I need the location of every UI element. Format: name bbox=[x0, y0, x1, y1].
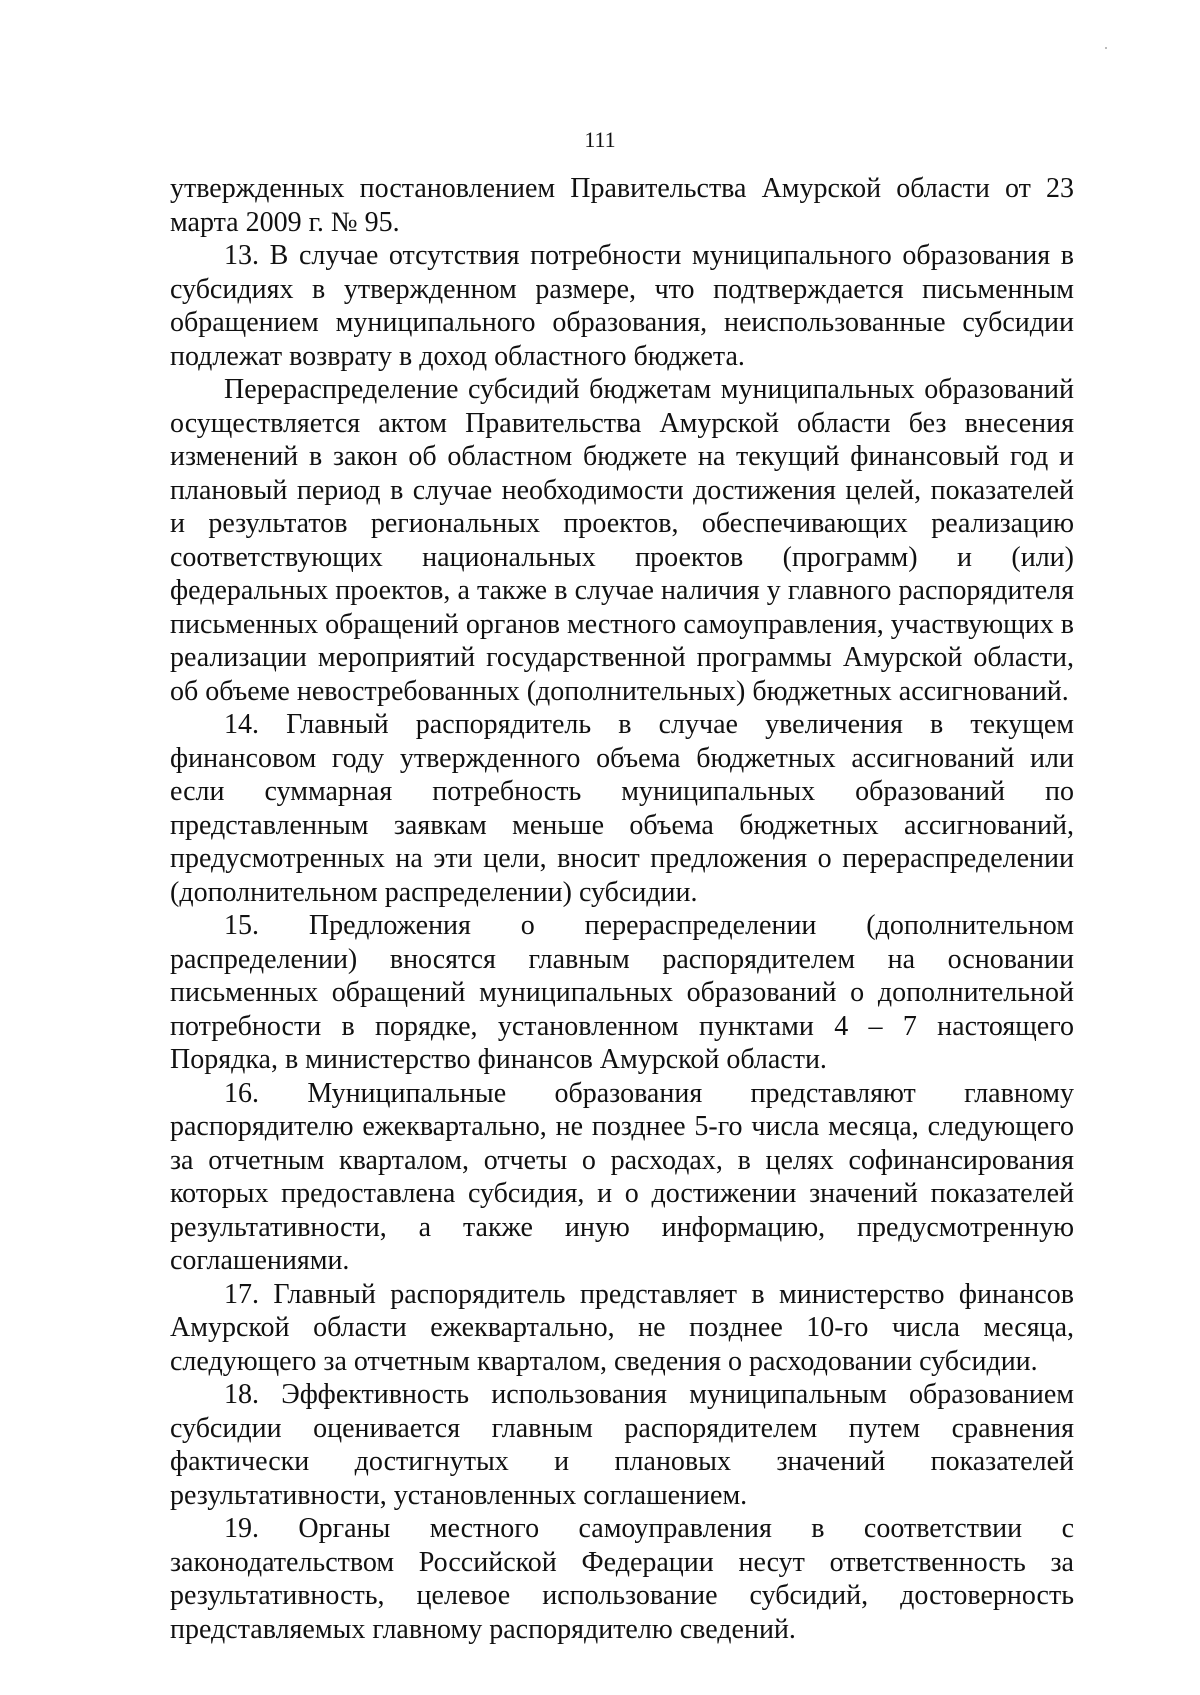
paragraph-redistribution: Перераспределение субсидий бюджетам муниципальных образований осуществляется актом Правительства Амурской области без внесения изменений в закон об областном бюджете на текущий финансовый год и плановый период в случае необходимости достижения целей, показателей и результатов региональных проектов, обеспечивающих реализацию соответствующих национальных проектов (программ) и (или) федеральных проектов, а также в случае наличия у главного распорядителя письменных обращений органов местного самоуправления, участвующих в реализации мероприятий государственной программы Амурской области, об объеме невостребованных (дополнительных) бюджетных ассигнований. bbox=[170, 374, 1074, 707]
paragraph-16: 16. Муниципальные образования представляют главному распорядителю ежеквартально, не позднее 5-го числа месяца, следующего за отчетным кварталом, отчеты о расходах, в целях софинансирования которых предоставлена субсидия, и о достижении значений показателей результативности, а также иную информацию, предусмотренную соглашениями. bbox=[170, 1077, 1074, 1276]
paragraph-17: 17. Главный распорядитель представляет в министерство финансов Амурской области ежеквартально, не позднее 10-го числа месяца, следующего за отчетным кварталом, сведения о расходовании субсидии. bbox=[170, 1278, 1074, 1377]
paragraph-continuation: утвержденных постановлением Правительства Амурской области от 23 марта 2009 г. № 95. bbox=[170, 173, 1074, 238]
page-number: 111 bbox=[584, 127, 616, 152]
scan-speck bbox=[1105, 47, 1107, 49]
paragraph-13: 13. В случае отсутствия потребности муниципального образования в субсидиях в утвержденном размере, что подтверждается письменным обращением муниципального образования, неиспользованные субсидии подлежат возврату в доход областного бюджета. bbox=[170, 240, 1074, 372]
paragraph-14: 14. Главный распорядитель в случае увеличения в текущем финансовом году утвержденного объема бюджетных ассигнований или если суммарная потребность муниципальных образований по представленным заявкам меньше объема бюджетных ассигнований, предусмотренных на эти цели, вносит предложения о перераспределении (дополнительном распределении) субсидии. bbox=[170, 709, 1074, 908]
document-body bbox=[170, 172, 1074, 1646]
paragraph-15: 15. Предложения о перераспределении (дополнительном распределении) вносятся главным распорядителем на основании письменных обращений муниципальных образований о дополнительной потребности в порядке, установленном пунктами 4 – 7 настоящего Порядка, в министерство финансов Амурской области. bbox=[170, 910, 1074, 1075]
paragraph-18: 18. Эффективность использования муниципальным образованием субсидии оценивается главным распорядителем путем сравнения фактически достигнутых и плановых значений показателей результативности, установленных соглашением. bbox=[170, 1379, 1074, 1511]
paragraph-19: 19. Органы местного самоуправления в соответствии с законодательством Российской Федерации несут ответственность за результативность, целевое использование субсидий, достоверность представляемых главному распорядителю сведений. bbox=[170, 1513, 1074, 1645]
